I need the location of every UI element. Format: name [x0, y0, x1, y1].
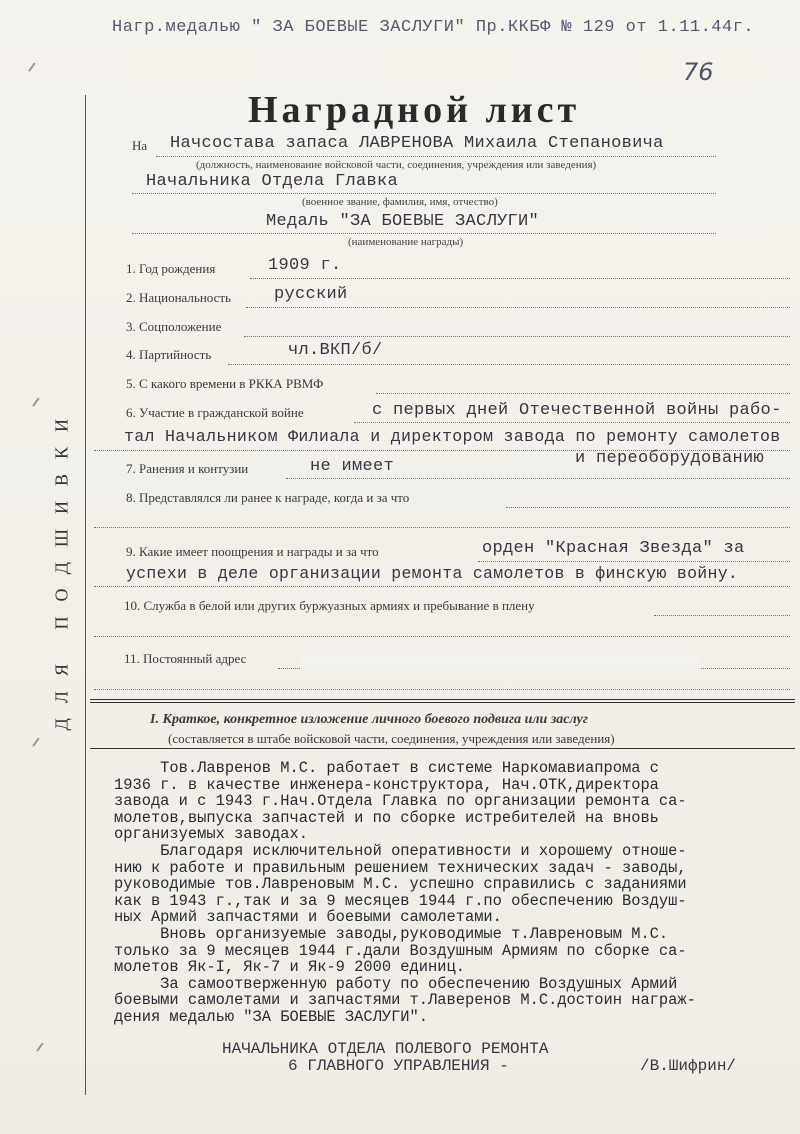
field-civil-war-value: с первых дней Отечественной войны рабо-: [372, 401, 782, 420]
field-nationality-value: русский: [274, 285, 348, 304]
field-line: [244, 336, 790, 337]
body-line: нию к работе и правильным решением технических задач - заводы,: [114, 858, 687, 877]
field-address-label: 11. Постоянный адрес: [124, 651, 247, 666]
na-line: [156, 156, 716, 157]
merit-description: [114, 760, 696, 1026]
field-line: [250, 278, 790, 279]
field-civil-war-label: 6. Участие в гражданской войне: [126, 405, 304, 420]
field-honors-value: орден "Красная Звезда" за: [482, 539, 745, 558]
body-line: боевыми самолетами и запчастями т.Лаверенов М.С.достоин награж-: [114, 991, 696, 1010]
section-rule: [90, 748, 795, 749]
rank-field: Начальника Отдела Главка: [146, 172, 399, 191]
body-line: Вновь организуемые заводы,руководимые т.Лавреновым М.С.: [114, 924, 669, 943]
page-number: 76: [683, 58, 714, 86]
field-line: [654, 615, 790, 616]
punch-mark: [28, 62, 44, 77]
signature-title-line2: 6 ГЛАВНОГО УПРАВЛЕНИЯ -: [288, 1057, 509, 1075]
award-stamp: Нагр.медалью " ЗА БОЕВЫЕ ЗАСЛУГИ" Пр.ККБФ № 129 от 1.11.44г.: [112, 18, 755, 37]
body-line: как в 1943 г.,так и за 9 месяцев 1944 г.по обеспечению Воздуш-: [114, 891, 687, 910]
body-line: дения медалью "ЗА БОЕВЫЕ ЗАСЛУГИ".: [114, 1007, 429, 1026]
caption-position: (должность, наименование войсковой части, соединения, учреждения или заведения): [196, 159, 597, 171]
field-wounds-label: 7. Ранения и контузии: [126, 461, 249, 476]
nominee-field: Начсостава запаса ЛАВРЕНОВА Михаила Степановича: [170, 134, 664, 153]
body-line: только за 9 месяцев 1944 г.дали Воздушным Армиям по сборке са-: [114, 941, 687, 960]
body-line: Тов.Лавренов М.С. работает в системе Наркомавиапрома с: [114, 759, 659, 777]
field-line: [506, 507, 790, 508]
field-line: [286, 478, 790, 479]
punch-mark: [32, 397, 48, 412]
award-line: [132, 233, 716, 234]
body-line: За самоотверженную работу по обеспечению Воздушных Армий: [114, 974, 678, 993]
page-title: Наградной лист: [248, 89, 581, 131]
field-line: [246, 307, 790, 308]
field-party-value: чл.ВКП/б/: [288, 341, 383, 360]
field-wounds-value: не имеет: [310, 457, 395, 476]
signature-title-line1: НАЧАЛЬНИКА ОТДЕЛА ПОЛЕВОГО РЕМОНТА: [222, 1040, 549, 1058]
section-rule: [90, 699, 795, 700]
field-civil-war-value-3: и переоборудованию: [575, 449, 765, 468]
field-honors-value-2: успехи в деле организации ремонта самолетов в финскую войну.: [126, 564, 739, 583]
field-social-label: 3. Соцположение: [126, 319, 222, 334]
caption-award: (наименование награды): [348, 236, 464, 248]
field-line: [94, 689, 790, 690]
award-field: Медаль "ЗА БОЕВЫЕ ЗАСЛУГИ": [266, 212, 540, 231]
na-label: На: [132, 138, 148, 153]
body-line: ных Армий запчастями и боевыми самолетами.: [114, 908, 502, 927]
field-birth-year-value: 1909 г.: [268, 256, 342, 275]
body-line: молетов Як-I, Як-7 и Як-9 2000 единиц.: [114, 958, 465, 977]
body-line: Благодаря исключительной оперативности и хорошему отноше-: [114, 841, 687, 860]
field-birth-year-label: 1. Год рождения: [126, 261, 216, 276]
field-white-army-label: 10. Служба в белой или других буржуазных армиях и пребывание в плену: [124, 598, 535, 613]
binding-line: [85, 95, 86, 1095]
rank-line: [132, 193, 716, 194]
signature-name: /В.Шифрин/: [640, 1057, 737, 1075]
field-service-since-label: 5. С какого времени в РККА РВМФ: [126, 376, 324, 391]
redacted-address: [300, 650, 700, 670]
section-subheading: (составляется в штабе войсковой части, соединения, учреждения или заведения): [168, 731, 615, 746]
field-party-label: 4. Партийность: [126, 347, 212, 362]
field-line: [94, 636, 790, 637]
field-line: [354, 422, 790, 423]
body-line: молетов,выпуска запчастей и по сборке истребителей на вновь: [114, 808, 659, 827]
field-nationality-label: 2. Национальность: [126, 290, 231, 305]
field-honors-label: 9. Какие имеет поощрения и награды и за что: [126, 544, 379, 559]
field-line: [94, 586, 790, 587]
binding-label: ДЛЯ ПОДШИВКИ: [51, 403, 72, 731]
caption-rank: (военное звание, фамилия, имя, отчество): [302, 196, 498, 208]
body-line: руководимые тов.Лавреновым М.С. успешно справились с заданиями: [114, 875, 687, 894]
body-line: 1936 г. в качестве инженера-конструктора, Нач.ОТК,директора: [114, 775, 659, 794]
section-rule: [90, 702, 795, 703]
field-line: [228, 364, 790, 365]
punch-mark: [36, 1042, 52, 1057]
field-prior-awards-label: 8. Представлялся ли ранее к награде, когда и за что: [126, 490, 410, 505]
body-line: организуемых заводах.: [114, 825, 308, 844]
punch-mark: [32, 737, 48, 752]
field-civil-war-value-2: тал Начальником Филиала и директором завода по ремонту самолетов: [124, 427, 781, 446]
field-line: [94, 527, 790, 528]
field-line: [376, 393, 790, 394]
field-line: [478, 561, 790, 562]
body-line: завода и с 1943 г.Нач.Отдела Главка по организации ремонта са-: [114, 792, 687, 811]
section-heading: I. Краткое, конкретное изложение личного боевого подвига или заслуг: [150, 712, 588, 727]
